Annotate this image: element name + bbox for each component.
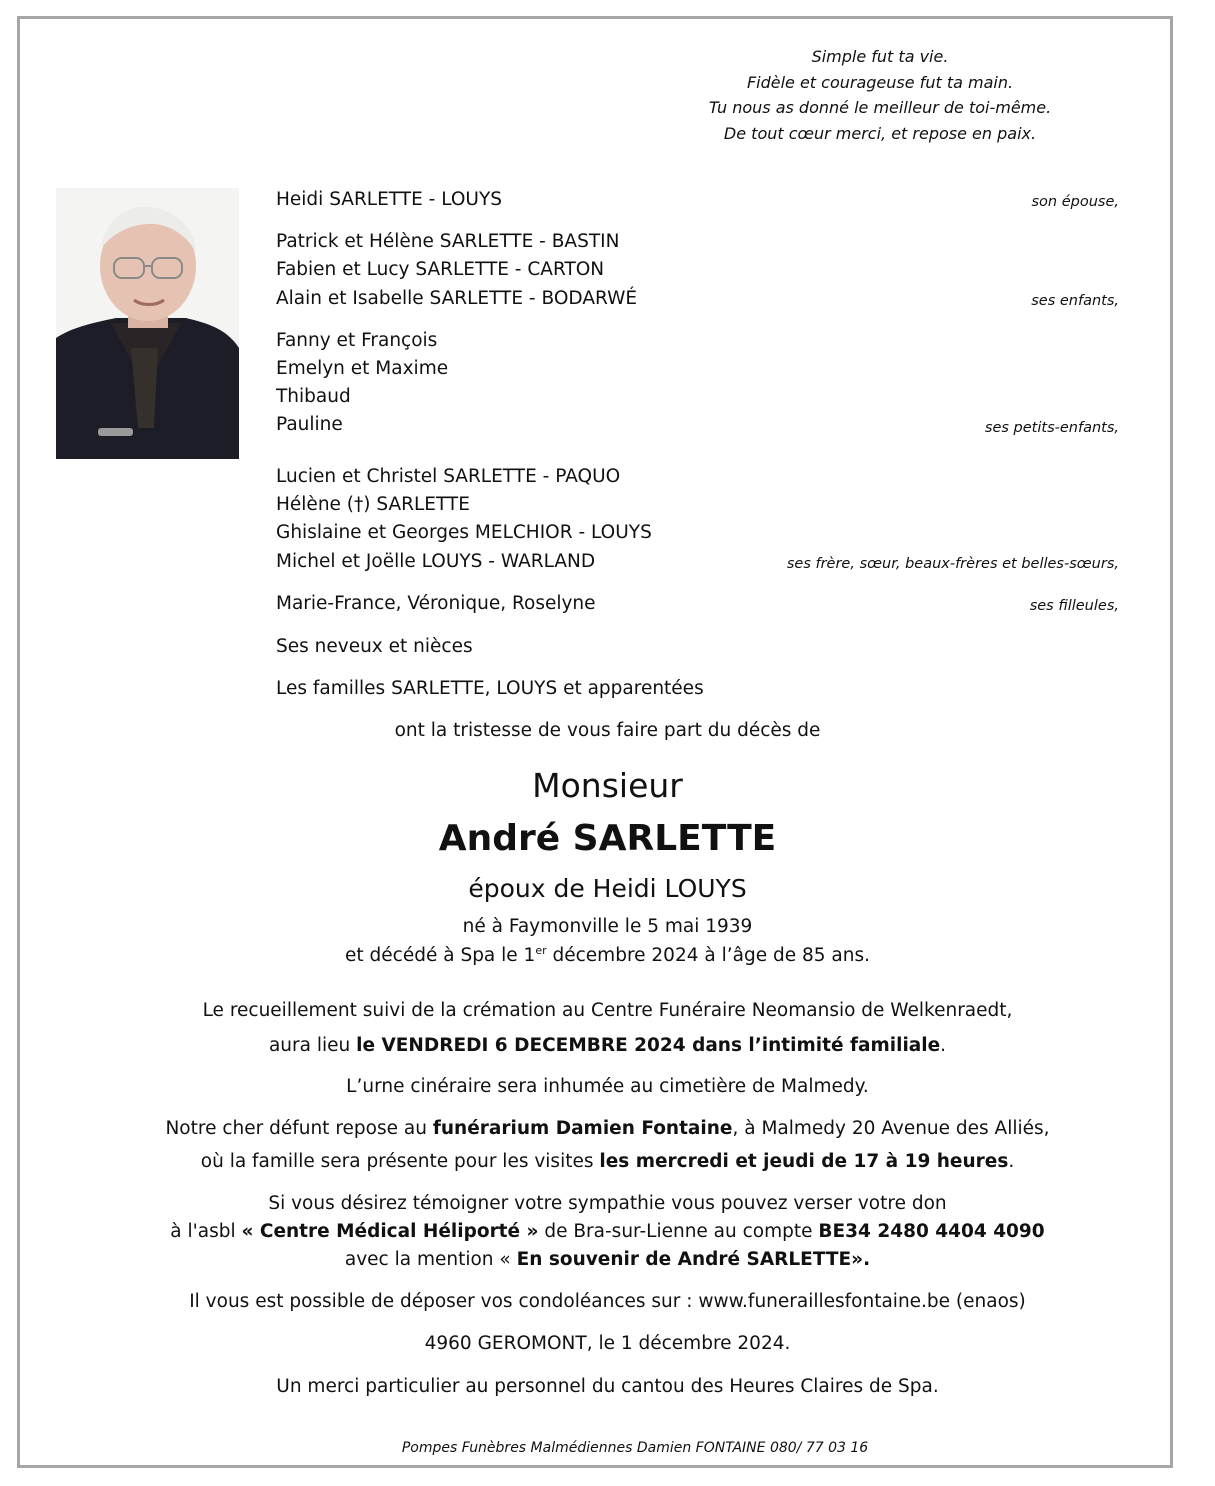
poem-line: Tu nous as donné le meilleur de toi-même.	[708, 98, 1052, 117]
family-name: Lucien et Christel SARLETTE - PAQUO	[276, 466, 621, 487]
donation-mention: En souvenir de André SARLETTE».	[516, 1249, 871, 1270]
ceremony-line-1: Le recueillement suivi de la crémation au Centre Funéraire Neomansio de Welkenraedt,	[202, 1000, 1013, 1021]
ceremony-date: le VENDREDI 6 DECEMBRE 2024 dans l’intimité familiale	[356, 1035, 941, 1056]
ceremony-text: .	[940, 1035, 947, 1056]
spouse-line: époux de Heidi LOUYS	[468, 874, 747, 903]
death-text: décembre 2024 à l’âge de 85 ans.	[546, 945, 870, 967]
place-date: 4960 GEROMONT, le 1 décembre 2024.	[424, 1333, 791, 1354]
visit-hours: les mercredi et jeudi de 17 à 19 heures	[599, 1151, 1009, 1172]
funeral-home: funérarium Damien Fontaine	[432, 1118, 733, 1139]
poem	[660, 44, 1100, 146]
relation-label: son épouse,	[1031, 194, 1119, 210]
condolences-line: Il vous est possible de déposer vos condoléances sur : www.funeraillesfontaine.be (enaos)	[189, 1291, 1026, 1312]
poem-line: Simple fut ta vie.	[811, 47, 949, 66]
family-name: Pauline	[276, 414, 343, 435]
urn-line: L’urne cinéraire sera inhumée au cimetière de Malmedy.	[346, 1076, 869, 1097]
nephews-line: Ses neveux et nièces	[276, 636, 473, 657]
relation-label: ses filleules,	[1029, 598, 1119, 614]
family-name: Ghislaine et Georges MELCHIOR - LOUYS	[276, 522, 652, 543]
donation-text: avec la mention «	[344, 1249, 517, 1270]
poem-line: Fidèle et courageuse fut ta main.	[746, 72, 1014, 92]
footer-funeral-services: Pompes Funèbres Malmédiennes Damien FONTAINE 080/ 77 03 16	[401, 1440, 869, 1456]
family-name: Heidi SARLETTE - LOUYS	[276, 189, 502, 210]
relation-label: ses petits-enfants,	[984, 420, 1119, 436]
rest-line-1	[0, 1118, 1215, 1139]
birth-line: né à Faymonville le 5 mai 1939	[462, 916, 753, 937]
death-text: et décédé à Spa le 1	[345, 945, 536, 967]
family-name: Hélène (†) SARLETTE	[276, 494, 470, 515]
donation-line-1: Si vous désirez témoigner votre sympathie vous pouvez verser votre don	[268, 1193, 947, 1214]
bank-account: BE34 2480 4404 4090	[818, 1221, 1045, 1242]
family-name: Alain et Isabelle SARLETTE - BODARWÉ	[276, 288, 638, 309]
family-name: Thibaud	[276, 386, 351, 407]
family-name: Patrick et Hélène SARLETTE - BASTIN	[276, 231, 620, 252]
death-line	[0, 944, 1215, 966]
family-name: Michel et Joëlle LOUYS - WARLAND	[276, 551, 596, 572]
charity-name: « Centre Médical Héliporté »	[241, 1221, 539, 1242]
announcement: ont la tristesse de vous faire part du décès de	[394, 720, 821, 741]
family-name: Fabien et Lucy SARLETTE - CARTON	[276, 259, 605, 280]
donation-text: à l'asbl	[170, 1221, 242, 1242]
donation-line-2	[0, 1221, 1215, 1242]
family-name: Emelyn et Maxime	[276, 358, 449, 379]
family-name: Fanny et François	[276, 330, 438, 351]
families-line: Les familles SARLETTE, LOUYS et apparentées	[276, 678, 704, 699]
donation-text: de Bra-sur-Lienne au compte	[538, 1221, 819, 1242]
superscript: er	[535, 944, 547, 957]
ceremony-text: aura lieu	[268, 1035, 357, 1056]
ceremony-line-2	[0, 1035, 1215, 1056]
deceased-title: Monsieur	[532, 766, 683, 805]
rest-text: .	[1008, 1151, 1015, 1172]
rest-line-2	[0, 1151, 1215, 1172]
deceased-name: André SARLETTE	[438, 818, 777, 859]
relation-label: ses frère, sœur, beaux-frères et belles-sœurs,	[786, 556, 1119, 572]
portrait-photo	[56, 188, 239, 459]
rest-text: Notre cher défunt repose au	[165, 1118, 433, 1139]
rest-text: où la famille sera présente pour les visites	[200, 1151, 600, 1172]
poem-line: De tout cœur merci, et repose en paix.	[723, 123, 1037, 143]
family-name: Marie-France, Véronique, Roselyne	[276, 593, 596, 614]
rest-text: , à Malmedy 20 Avenue des Alliés,	[732, 1118, 1050, 1139]
relation-label: ses enfants,	[1031, 293, 1119, 309]
thanks-line: Un merci particulier au personnel du cantou des Heures Claires de Spa.	[276, 1376, 939, 1397]
donation-line-3	[0, 1249, 1215, 1270]
